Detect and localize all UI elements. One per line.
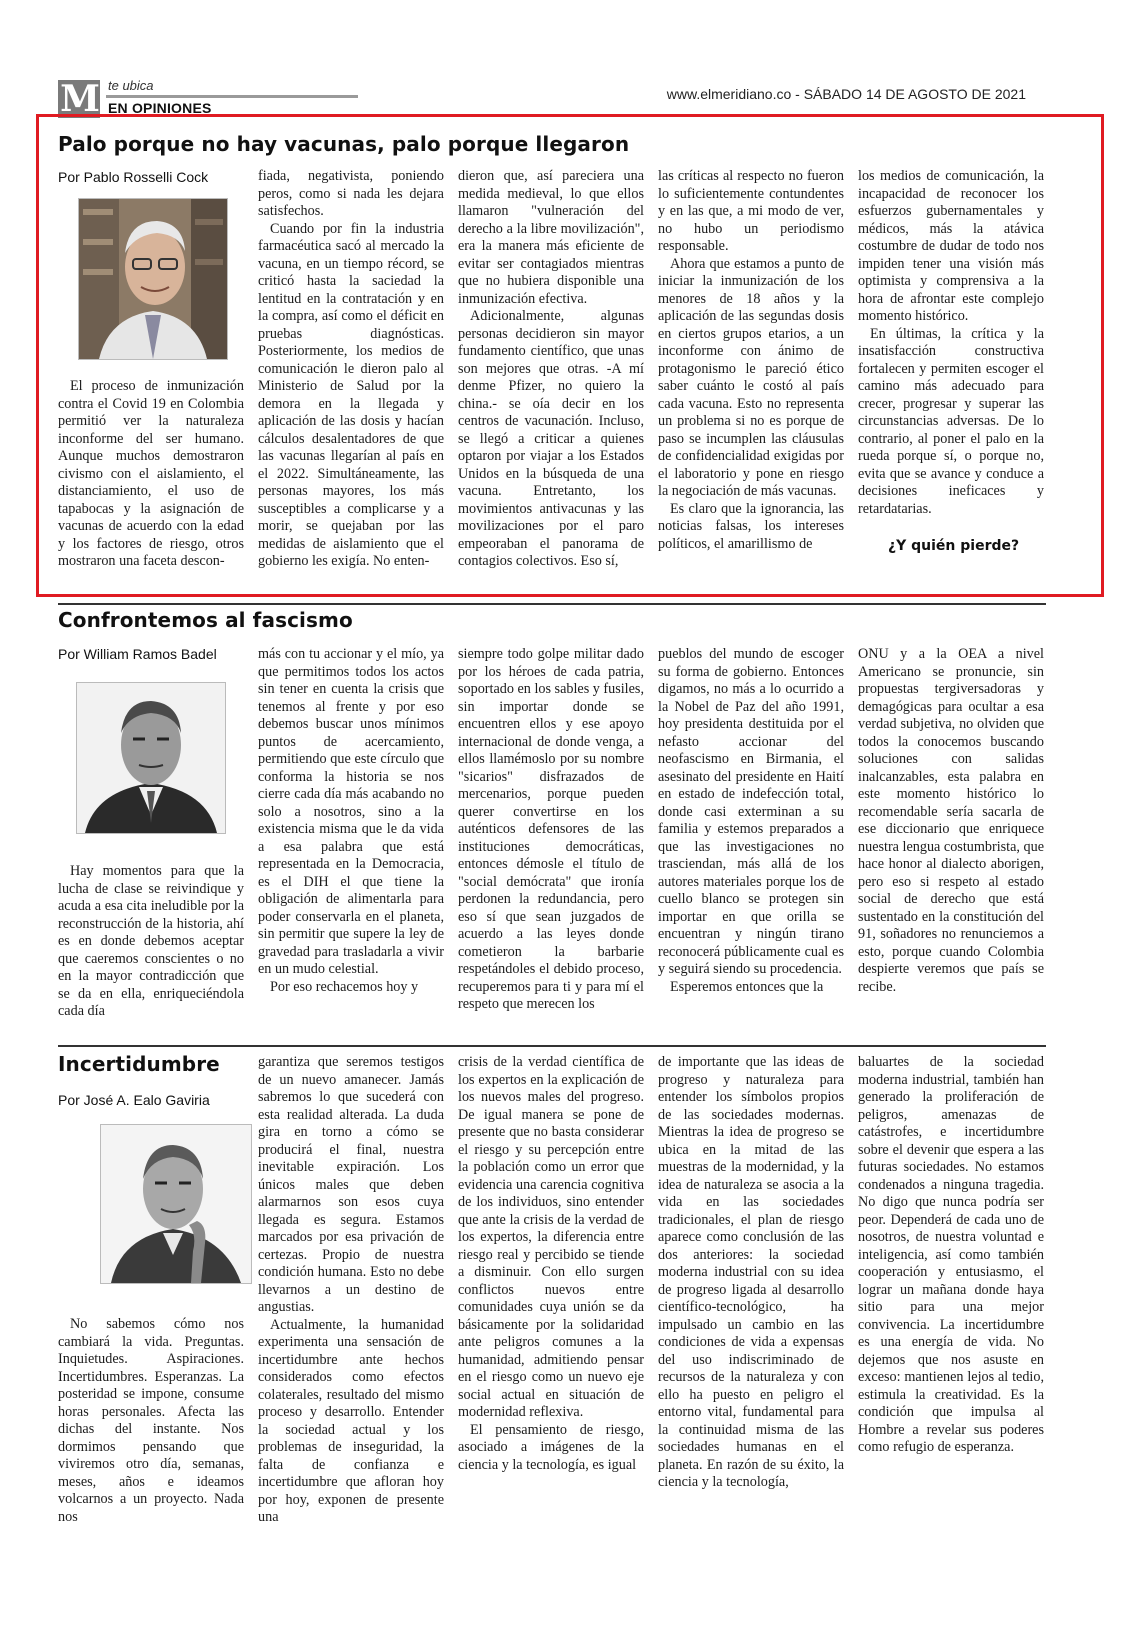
author-photo [100,1124,252,1284]
article-column-4 [658,1054,844,1570]
paragraph: los medios de comunicación, la incapacidad de reconocer los esfuerzos gubernamentales y médicos, más la atávica costumbre de dudar de todo nos impiden tener una visión más optimista y comprensiva a la hora de afrontar este complejo momento histórico. [858,168,1044,324]
article-incertidumbre [58,1050,1046,1570]
article-column-1 [58,378,244,590]
article-column-5 [858,646,1044,1028]
article-column-3 [458,646,644,1028]
section-name: EN OPINIONES [108,100,212,116]
paragraph: Por eso rechacemos hoy y [270,978,419,995]
paragraph: dieron que, así pareciera una medida medieval, lo que ellos llamaron "vulneración del derecho a la libre movilización", era la manera más eficiente de evitar ser contagiados mientras que no hubiera disponible una inmunización efectiva. [458,168,644,307]
author-portrait-icon [101,1125,251,1283]
paragraph: No sabemos cómo nos cambiará la vida. Preguntas. Inquietudes. Aspiraciones. Incertidumbres. Esperanzas. La posteridad se impone, consume horas personales. Afecta las dichas del instante. Nos dormimos pensando que viviremos otro día, semanas, meses, años e ideamos volcarnos a un proyecto. Nada nos [58,1316,244,1525]
paragraph: ONU y a la OEA a nivel Americano se pronuncie, sin propuestas tergiversadoras y demagógicas para ocultar a esa verdad subjetiva, no olviden que todos la conocemos buscando soluciones con salidas inalcanzables, esta palabra en este momento histórico lo recomendable sería sacarla de ese diccionario que enriquece nuestra lengua costumbrista, que hace honor al dialecto aborigen, pero eso si respeto al estado social de derecho que está sustentado en la constitución del 91, soñadores no renunciemos a esto, porque cuando Colombia despierte veremos que país se recibe. [858,646,1044,995]
article-column-4 [658,646,844,1028]
article-column-3 [458,1054,644,1570]
tagline-rule [106,95,358,98]
dateline-rule [1006,114,1026,116]
paragraph: fiada, negativista, poniendo peros, como si nada les dejara satisfechos. [258,168,444,219]
article-divider [58,1045,1046,1047]
article-vacunas [58,130,1046,590]
article-column-1 [58,863,244,1028]
author-photo [78,198,228,360]
article-byline: Por Pablo Rosselli Cock [58,169,209,185]
dateline: www.elmeridiano.co - SÁBADO 14 DE AGOSTO DE 2021 [666,86,1026,102]
closing-subhead: ¿Y quién pierde? [888,538,1020,554]
article-column-5 [858,1054,1044,1570]
paragraph: más con tu accionar y el mío, ya que permitimos todos los actos sin tener en cuenta la crisis que tenemos al frente y por eso debemos buscar unos mínimos puntos de acercamiento, permitiendo que este círculo que conforma la historia se nos cierre cada día más acabando no solo a nosotros, sino a la existencia misma que le da vida a esa palabra que está representada en la Democracia, es el DIH el que tiene la obligación de alimentarla para poder conservarla en el planeta, sin permitir que supere la ley de gravedad para trasladarla a vivir en un mudo celestial. [258,646,444,977]
author-portrait-icon [77,683,225,833]
article-divider [58,603,1046,605]
paragraph: pueblos del mundo de escoger su forma de gobierno. Entonces digamos, no más a lo ocurrido a la Nobel de Paz del año 1991, hoy presidenta destituida por el nefasto accionar del neofascismo en Birmania, el asesinato del presidente en Haití en estado de indefección total, donde casi exterminan a su familia y estemos preparados a que las investigaciones no trasciendan, más allá de los autores materiales porque los de cuello blanco se protegen sin importar en que orilla se encuentran y ningún tirano reconocerá públicamente cual es y seguirá siendo su procedencia. [658,646,844,977]
logo-tagline: te ubica [108,78,154,93]
article-fascismo [58,608,1046,1028]
masthead [58,78,1026,118]
paragraph: Es claro que la ignorancia, las noticias falsas, los intereses políticos, el amarillismo de [658,500,844,552]
author-photo [76,682,226,834]
paragraph: crisis de la verdad científica de los expertos en la explicación de los nuevos males del progreso. De igual manera se pone de presente que no basta considerar el riesgo y su percepción entre la población como un error que evidencia una carencia cognitiva de los individuos, sino entender que ante la crisis de la verdad de los expertos, la diferencia entre riesgo real y percibido se tiende a disminuir. Con ello surgen conflictos nuevos entre comunidades cuya unión se da básicamente por la solidaridad ante peligros comunes a la humanidad, admitiendo pensar en el riesgo como un nuevo eje social actual en situación de modernidad reflexiva. [458,1054,644,1420]
paragraph: Actualmente, la humanidad experimenta una sensación de incertidumbre ante hechos considerados como efectos colaterales, resultado del mismo proceso y desarrollo. Entender la sociedad actual y los problemas de inseguridad, la falta de confianza e incertidumbre que afloran hoy por hoy, exponen de presente una [258,1316,444,1525]
paragraph: Hay momentos para que la lucha de clase se reivindique y acuda a esa cita ineludible por la reconstrucción de la historia, ahí es en donde debemos aceptar que caeremos conscientes o no en la mayor contradicción que se da en ella, enriqueciéndola cada día [58,863,244,1019]
paragraph: Ahora que estamos a punto de iniciar la inmunización de los menores de 18 años y la aplicación de las segundas dosis en ciertos grupos etarios, a un inconforme con ánimo de protagonismo le pareció ético saber cuánto le costó al país cada vacuna. Esto no representa un problema si no es porque de paso se incumplen las cláusulas de confidencialidad exigidas por el laboratorio y pone en riesgo la negociación de más vacunas. [658,255,844,499]
paragraph: las críticas al respecto no fueron lo suficientemente contundentes y en las que, a mi modo de ver, no hubo un periodismo responsable. [658,168,844,254]
paragraph: Esperemos entonces que la [670,978,824,995]
article-column-5 [858,168,1044,528]
paragraph: En últimas, la crítica y la insatisfacción constructiva fortalecen y permiten escoger el camino más adecuado para crecer, progresar y superar las circunstancias adversas. De lo contrario, al poner el palo en la rueda porque sí, o porque no, evita que se avance y conduce a decisiones ineficaces y retardatarias. [858,325,1044,517]
article-title: Incertidumbre [58,1052,220,1076]
article-column-3 [458,168,644,590]
article-title: Confrontemos al fascismo [58,608,353,632]
paragraph: baluartes de la sociedad moderna industrial, también han generado la proliferación de peligros, amenazas de catástrofes, e incertidumbre sobre el devenir que espera a las futuras sociedades. No estamos condenados a ninguna tragedia. No digo que nunca podría ser peor. Dependerá de cada uno de nosotros, de nuestra voluntad e inteligencia, así como también cooperación y entusiasmo, el lograr un mañana donde haya sitio para una mejor convivencia. La incertidumbre es una energía de vida. No dejemos que nos asuste en exceso: mantienen lejos al tedio, estimula la creatividad. Es la condición que impulsa al Hombre a revelar sus poderes como refugio de esperanza. [858,1054,1044,1455]
author-portrait-icon [79,199,227,359]
article-column-4 [658,168,844,590]
paragraph: Cuando por fin la industria farmacéutica sacó al mercado la vacuna, en un tiempo récord, se criticó hasta la saciedad la lentitud en la contratación y en la compra, así como el déficit en pruebas diagnósticas. Posteriormente, los medios de comunicación le dieron palo al Ministerio de Salud por la demora en la llegada y aplicación de las dosis y hacían cálculos desalentadores de que las vacunas llegarían al país en el 2022. Simultáneamente, las personas mayores, los más susceptibles a complicarse y a morir, se quejaban por las medidas de aislamiento que el gobierno les exigía. No enten- [258,220,444,569]
paragraph: El proceso de inmunización contra el Covid 19 en Colombia permitió ver la naturaleza inconforme del ser humano. Aunque muchos demostraron civismo con el aislamiento, el distanciamiento, el uso de tapabocas y la asignación de vacunas de acuerdo con la edad y los factores de riesgo, otros mostraron una faceta descon- [58,378,244,569]
article-title: Palo porque no hay vacunas, palo porque llegaron [58,132,630,156]
paragraph: Adicionalmente, algunas personas decidieron sin mayor fundamento científico, que unas son mejores que otras. -A mí denme Pfizer, no quiero la china.- se oía decir en los centros de vacunación. Incluso, se llegó a criticar a quienes optaron por viajar a los Estados Unidos en la búsqueda de una vacuna. Entretanto, los movimientos antivacunas y las movilizaciones por el paro empeoraban el panorama de contagios colectivos. Eso sí, [458,308,644,569]
paragraph: garantiza que seremos testigos de un nuevo amanecer. Jamás sabremos lo que sucederá con esta realidad alterada. La duda gira en torno a cómo se producirá el final, nuestra inevitable expiración. Los únicos males que deben alarmarnos son esos cuya llegada es segura. Estamos marcados por esa privación de certezas. Propio de nuestra condición humana. Esto no debe llevarnos a un destino de angustias. [258,1054,444,1315]
paragraph: siempre todo golpe militar dado por los héroes de cada patria, soportado en los sables y fusiles, sin importar donde se encuentren ellos y ese apoyo internacional de donde venga, a ellos llamémoslo por su nombre "sicarios" disfrazados de mercenarios, porque pueden querer convertirse en los auténticos defensores de las instituciones democráticas, entonces démosle el título de "social demócrata" que ironía perdonen la redundancia, pero eso sí que sean juzgados de acuerdo a las leyes donde cometieron la barbarie respetándoles el debido proceso, recuperemos para ti y para mí el respeto que merecen los [458,646,644,1012]
article-column-2 [258,1054,444,1570]
article-byline: Por William Ramos Badel [58,646,217,662]
article-byline: Por José A. Ealo Gaviria [58,1092,210,1108]
article-column-1 [58,1316,244,1570]
paragraph: de importante que las ideas de progreso y naturaleza para entender los símbolos propios de las sociedades modernas. Mientras la idea de progreso se ubica en la mitad de las muestras de la modernidad, y la idea de naturaleza se asocia a la vida en las sociedades tradicionales, el plan de riesgo aparece como conclusión de las dos anteriores: la sociedad moderna industrial con su idea de progreso ligada al desarrollo científico-tecnológico, ha impulsado un cambio en las condiciones de vida a expensas del uso indiscriminado de recursos de la naturaleza y con ello ha puesto en peligro el entorno vital, fundamental para la continuidad misma de las sociedades humanas en el planeta. En razón de su éxito, la ciencia y la tecnología, [658,1054,844,1490]
paragraph: El pensamiento de riesgo, asociado a imágenes de la ciencia y la tecnología, es igual [458,1421,644,1473]
article-column-2 [258,168,444,590]
newspaper-logo: M [58,80,100,118]
article-column-2 [258,646,444,1028]
